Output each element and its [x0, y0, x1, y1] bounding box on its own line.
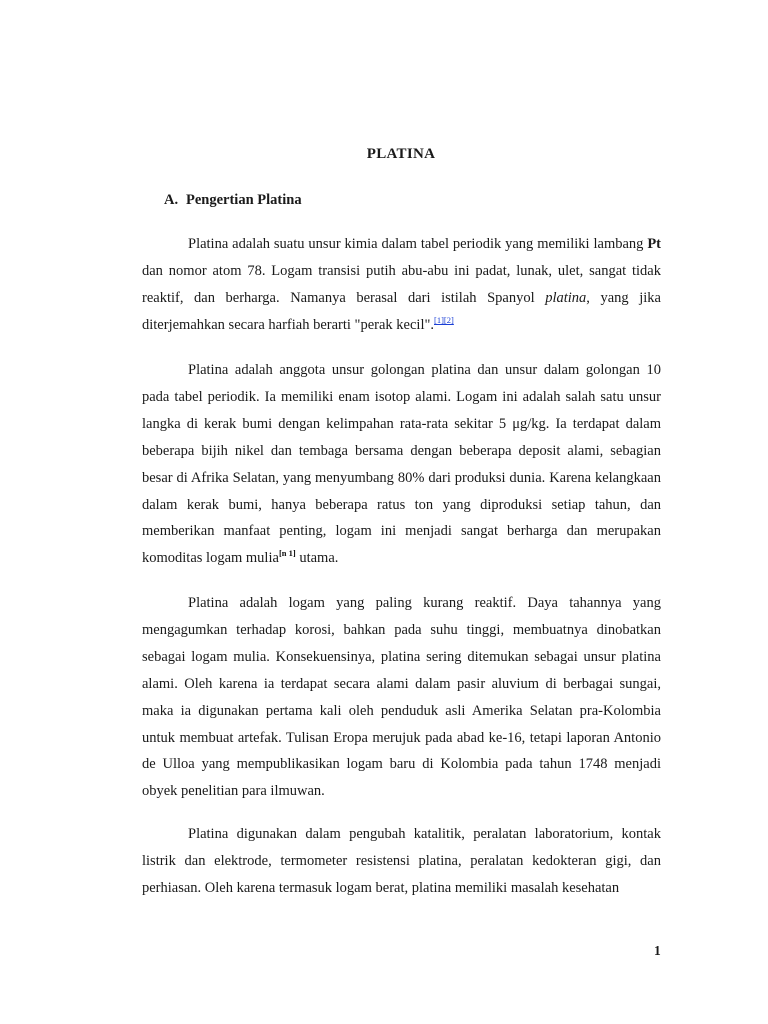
paragraph-4: Platina digunakan dalam pengubah katalitik, peralatan laboratorium, kontak listrik dan elektrode, termometer resistensi platina, peralatan kedokteran gigi, dan perhiasan. Oleh karena termasuk logam berat, platina memiliki masalah kesehatan	[142, 826, 661, 896]
document-title: PLATINA	[366, 146, 436, 162]
footnote-marker: [n 1]	[278, 548, 296, 559]
page-number: 1	[654, 943, 661, 958]
section-number: A.	[164, 192, 179, 208]
italic-term: platina	[545, 289, 587, 306]
paragraph-2-text-a: Platina adalah anggota unsur golongan platina dan unsur dalam golongan 10 pada tabel periodik. Ia memiliki enam isotop alami. Logam ini adalah salah satu unsur langka di kerak bumi dengan kelimpahan rata-rata sekitar 5 μg/kg. Ia terdapat dalam beberapa bijih nikel dan tembaga bersama dengan beberapa deposit alami, sebagian besar di Afrika Selatan, yang menyumbang 80% dari produksi dunia. Karena kelangkaan dalam kerak bumi, hanya beberapa ratus ton yang diproduksi setiap tahun, dan memberikan manfaat penting, logam ini menjadi sangat berharga dan merupakan komoditas logam mulia	[142, 362, 661, 567]
paragraph-1-text-b: dan nomor atom 78. Logam transisi putih abu-abu ini padat, lunak, ulet, sangat tidak reaktif, dan berharga. Namanya berasal dari istilah Spanyol	[142, 262, 661, 306]
citation-link[interactable]: [1][2]	[434, 314, 454, 325]
paragraph-3: Platina adalah logam yang paling kurang reaktif. Daya tahannya yang mengagumkan terhadap korosi, bahkan pada suhu tinggi, membuatnya dinobatkan sebagai logam mulia. Konsekuensinya, platina sering ditemukan sebagai unsur platina alami. Oleh karena ia terdapat secara alami dalam pasir aluvium di berbagai sungai, maka ia digunakan pertama kali oleh penduduk asli Amerika Selatan pra-Kolombia untuk membuat artefak. Tulisan Eropa merujuk pada abad ke-16, tetapi laporan Antonio de Ulloa yang mempublikasikan logam baru di Kolombia pada tahun 1748 menjadi obyek penelitian para ilmuwan.	[142, 595, 661, 800]
element-symbol: Pt	[647, 236, 661, 252]
paragraph-2	[142, 357, 661, 572]
section-heading	[164, 192, 302, 209]
paragraph-1-text-a: Platina adalah suatu unsur kimia dalam tabel periodik yang memiliki lambang	[188, 236, 648, 252]
paragraph-1-text-c: , yang jika diterjemahkan secara harfiah berarti "perak kecil".	[142, 289, 661, 333]
paragraph-1	[142, 231, 661, 339]
section-title: Pengertian Platina	[186, 192, 302, 208]
paragraph-2-text-b: utama.	[295, 550, 339, 567]
